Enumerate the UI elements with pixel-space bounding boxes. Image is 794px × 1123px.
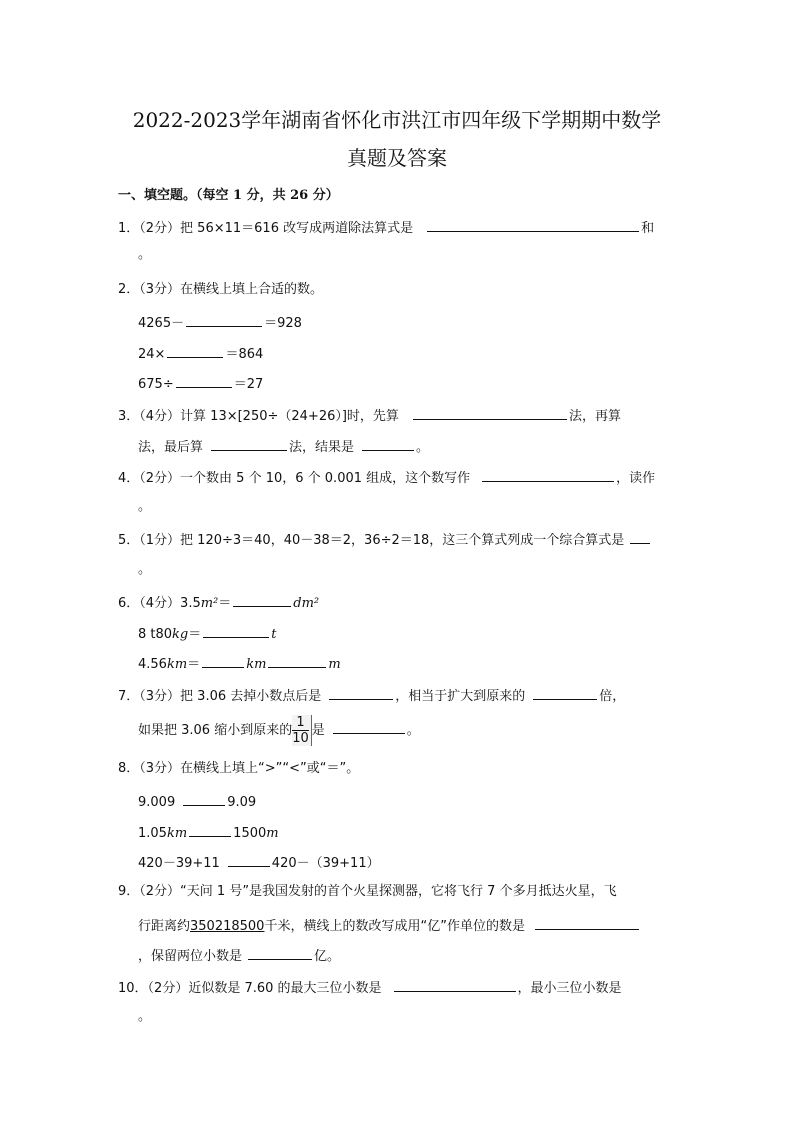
q2-l1-right: ＝928: [264, 316, 302, 331]
q6-line-3: [138, 653, 341, 674]
q3-text-5: 。: [416, 440, 430, 455]
question-10: [118, 977, 622, 998]
q7-text: 7．（3分）把 3.06 去掉小数点后是: [118, 689, 322, 704]
q3-text-2: 法，再算: [568, 409, 621, 424]
q10-text-2: ，最小三位小数是: [517, 981, 622, 996]
q8-blank-1[interactable]: [183, 791, 225, 806]
q5-blank-1[interactable]: [630, 529, 650, 544]
q9-line-3: [138, 945, 340, 966]
q3-blank-2[interactable]: [211, 436, 287, 451]
q3-text-3: 法，最后算: [138, 440, 204, 455]
q2-l3-left: 675÷: [138, 377, 174, 392]
q6-l3-unit-2: km: [246, 657, 267, 672]
question-7: [118, 685, 625, 706]
q6-l3-text: 4.56: [138, 657, 167, 672]
q5-end: 。: [138, 562, 152, 577]
q6-blank-2[interactable]: [203, 623, 269, 638]
q8-l2-left: 1.05: [138, 826, 167, 841]
q8-l3-left: 420－39+11: [138, 856, 220, 871]
q4-blank-1[interactable]: [482, 467, 614, 482]
q7-text-2: ，相当于扩大到原来的: [395, 689, 526, 704]
q8-l3-right: 420－（39+11）: [271, 856, 380, 871]
q2-l2-left: 24×: [138, 347, 166, 362]
q6-l2-text: 8 t80: [138, 627, 173, 642]
q8-l2-unit: km: [166, 826, 188, 841]
q9-line-2: [138, 915, 641, 936]
q1-text-2: 和: [641, 221, 655, 236]
q6-unit-2: dm²: [293, 596, 320, 611]
q6-unit: m²: [200, 596, 219, 611]
q3-line-2: [138, 436, 429, 457]
q6-l3-unit: km: [166, 657, 188, 672]
q3-text-4: 法，结果是: [289, 440, 355, 455]
q1-blank-1[interactable]: [427, 217, 639, 232]
q8-l1-left: 9.009: [138, 795, 176, 810]
q7-blank-1[interactable]: [329, 685, 393, 700]
q6-l2-unit: kg: [172, 627, 189, 642]
q6-line-2: [138, 623, 277, 644]
question-4: [118, 467, 655, 488]
q6-eq: ＝: [218, 596, 232, 611]
q2-l2-right: ＝864: [225, 347, 264, 362]
q10-text: 10．（2分）近似数是 7.60 的最大三位小数是: [118, 981, 382, 996]
q8-line-1: [138, 791, 256, 812]
q2-blank-3[interactable]: [176, 373, 232, 388]
q9-blank-2[interactable]: [248, 945, 312, 960]
question-5: [118, 529, 652, 550]
q9-underlined-number: 350218500: [190, 919, 265, 934]
q3-blank-1[interactable]: [413, 405, 567, 420]
question-9: 9．（2分）“天问 1 号”是我国发射的首个火星探测器，它将飞行 7 个多月抵达火星，飞: [118, 884, 617, 899]
q7-blank-2[interactable]: [533, 685, 597, 700]
q5-text: 5．（1分）把 120÷3＝40，40－38＝2，36÷2＝18，这三个算式列成一个综合算式是: [118, 533, 625, 548]
q2-blank-2[interactable]: [167, 343, 223, 358]
q6-blank-3[interactable]: [202, 653, 244, 668]
question-6: [118, 592, 319, 613]
q3-blank-3[interactable]: [362, 436, 414, 451]
fraction-one-tenth: [292, 715, 312, 746]
q6-blank-4[interactable]: [268, 653, 326, 668]
q8-l1-right: 9.09: [227, 795, 257, 810]
q4-end: 。: [138, 499, 152, 514]
fraction-numerator: 1: [296, 715, 305, 730]
q9-text-5: 亿。: [314, 949, 341, 964]
q6-text: 6．（4分）3.5: [118, 596, 201, 611]
q10-end: 。: [138, 1009, 152, 1024]
q6-l3-unit-3: m: [328, 657, 341, 672]
q8-line-3: [138, 852, 380, 873]
q10-blank-1[interactable]: [394, 977, 516, 992]
section-heading: 一、填空题。（每空 1 分，共 26 分）: [118, 188, 339, 203]
q9-text-2: 行距离约: [138, 919, 191, 934]
q9-blank-1[interactable]: [535, 915, 639, 930]
q2-line-1: [138, 312, 302, 333]
q9-text-3: 千米，横线上的数改写成用“亿”作单位的数是: [264, 919, 525, 934]
question-1: [118, 217, 654, 238]
q2-line-2: [138, 343, 263, 364]
q2-l3-right: ＝27: [233, 377, 264, 392]
q6-l3-eq: ＝: [187, 657, 201, 672]
q6-l2-eq: ＝: [188, 627, 202, 642]
q1-end: 。: [138, 247, 152, 262]
q4-text: 4．（2分）一个数由 5 个 10，6 个 0.001 组成，这个数写作: [118, 471, 471, 486]
q8-l2-right: 1500: [233, 826, 267, 841]
q7-text-6: 。: [406, 723, 420, 738]
q3-text: 3．（4分）计算 13×[250÷（24+26）]时，先算: [118, 409, 399, 424]
doc-title-line1: 2022-2023学年湖南省怀化市洪江市四年级下学期期中数学: [132, 108, 662, 132]
q6-blank-1[interactable]: [233, 592, 291, 607]
q4-text-2: ，读作: [616, 471, 656, 486]
q8-blank-2[interactable]: [189, 822, 231, 837]
q2-blank-1[interactable]: [186, 312, 262, 327]
q6-l2-unit-2: t: [271, 627, 277, 642]
q8-l2-unit-2: m: [266, 826, 279, 841]
q2-line-3: [138, 373, 263, 394]
q7-text-4: 如果把 3.06 缩小到原来的: [138, 723, 293, 738]
fraction-denominator: 10: [292, 731, 309, 746]
q7-line-2: [138, 714, 420, 748]
question-2: 2．（3分）在横线上填上合适的数。: [118, 282, 324, 297]
question-8: 8．（3分）在横线上填上“>”“<”或“＝”。: [118, 761, 360, 776]
q8-line-2: [138, 822, 279, 843]
doc-title-line2: 真题及答案: [347, 146, 447, 170]
q7-text-3: 倍，: [599, 689, 626, 704]
q9-text-4: ，保留两位小数是: [138, 949, 243, 964]
question-3: [118, 405, 621, 426]
q7-text-5: 是: [311, 723, 325, 738]
q2-l1-left: 4265－: [138, 316, 185, 331]
q7-blank-3[interactable]: [333, 719, 405, 734]
q8-blank-3[interactable]: [228, 852, 270, 867]
q1-text: 1．（2分）把 56×11＝616 改写成两道除法算式是: [118, 221, 414, 236]
